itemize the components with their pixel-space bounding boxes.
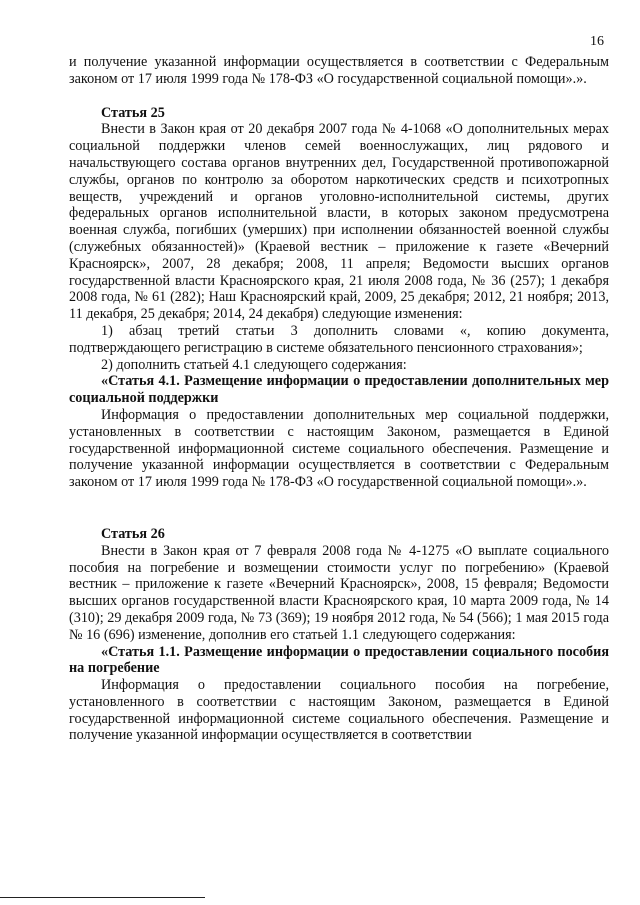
paragraph: Внести в Закон края от 20 декабря 2007 года № 4-1068 «О дополнительных мерах социальной поддержки членов семей военнослужащих, лиц рядового и начальствующего состава органов внутренних дел, Государственной противопожарной службы, органов по контролю за оборотом наркотических средств и психотропных веществ, учреждений и органов уголовно-исполнительной системы, других федеральных органов исполнительной власти, в которых законом предусмотрена военная служба, погибших (умерших) при исполнении обязанностей военной службы (служебных обязанностей)» (Краевой вестник – приложение к газете «Вечерний Красноярск», 2007, 28 декабря; 2008, 11 апреля; Ведомости высших органов государственной власти Красноярского края, 21 июля 2008 года, № 36 (257); 1 декабря 2008 года, № 61 (282); Наш Красноярский край, 2009, 25 декабря; 2012, 21 ноября; 2013, 11 декабря, 25 декабря; 2014, 24 декабря) следующие изменения: xyxy=(69,121,609,323)
article-heading-26: Статья 26 xyxy=(101,525,165,542)
paragraph: Внести в Закон края от 7 февраля 2008 года № 4-1275 «О выплате социального пособия на погребение и возмещении стоимости услуг по погребению» (Краевой вестник – приложение к газете «Вечерний Красноярск», 2008, 15 февраля; Ведомости высших органов государственной власти Красноярского края, 10 марта 2009 года, № 14 (310); 29 декабря 2009 года, № 73 (369); 19 ноября 2012 года, № 54 (566); 1 мая 2015 года № 16 (696) изменение, дополнив его статьей 1.1 следующего содержания: xyxy=(69,542,609,643)
list-item: 1) абзац третий статьи 3 дополнить словами «, копию документа, подтверждающего регистрацию в системе обязательного пенсионного страхования»; xyxy=(69,322,609,356)
list-item: 2) дополнить статьей 4.1 следующего содержания: xyxy=(101,356,407,373)
footer-rule xyxy=(0,897,205,898)
paragraph: и получение указанной информации осуществляется в соответствии с Федеральным законом от 17 июля 1999 года № 178-ФЗ «О государственной социальной помощи».». xyxy=(69,54,609,87)
quoted-article-heading: «Статья 4.1. Размещение информации о предоставлении дополнительных мер социальной поддержки xyxy=(69,373,609,407)
quoted-article-heading: «Статья 1.1. Размещение информации о предоставлении социального пособия на погребение xyxy=(69,643,609,677)
paragraph: Информация о предоставлении дополнительных мер социальной поддержки, установленных в соответствии с настоящим Законом, размещается в Единой государственной информационной системе социального обеспечения. Размещение и получение указанной информации осуществляется в соответствии с Федеральным законом от 17 июля 1999 года № 178-ФЗ «О государственной социальной помощи».». xyxy=(69,406,609,491)
page-number: 16 xyxy=(590,34,604,49)
document-body xyxy=(69,54,609,744)
article-heading-25: Статья 25 xyxy=(101,104,165,121)
paragraph: Информация о предоставлении социального пособия на погребение, установленного в соответствии с настоящим Законом, размещается в Единой государственной информационной системе социального обеспечения. Размещение и получение указанной информации осуществляется в соответствии xyxy=(69,677,609,744)
